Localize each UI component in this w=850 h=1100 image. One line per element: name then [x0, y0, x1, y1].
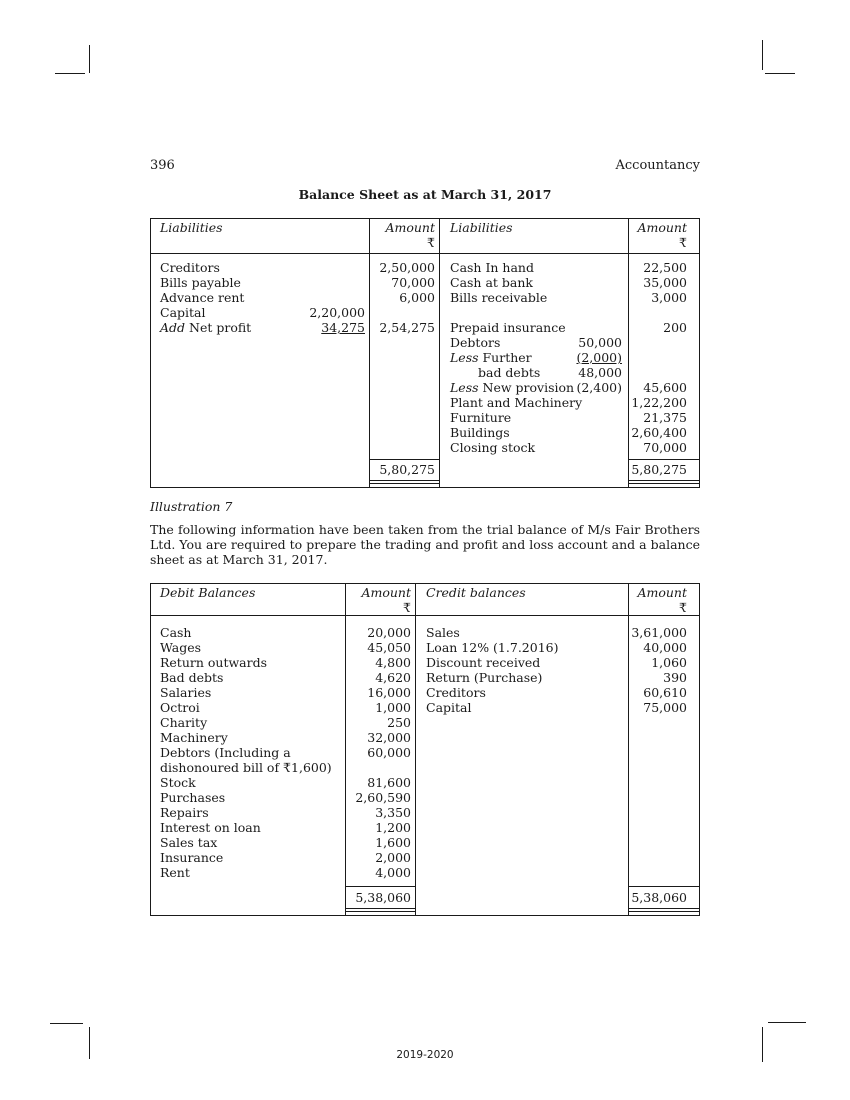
row-label: Machinery	[160, 730, 228, 745]
crop-mark-top-left-h	[55, 73, 85, 74]
row-amount: 4,620	[375, 670, 411, 685]
crop-mark-bottom-left-h	[50, 1023, 83, 1024]
rupee-symbol: ₹	[679, 600, 687, 615]
row-label: Repairs	[160, 805, 209, 820]
row-amount: 390	[663, 670, 687, 685]
total-rule	[345, 886, 416, 887]
row-amount: 45,050	[367, 640, 411, 655]
row-label	[160, 275, 241, 290]
row-amount: 16,000	[367, 685, 411, 700]
total-rule	[369, 459, 440, 460]
row-label: Return outwards	[160, 655, 268, 670]
row-amount: 45,600	[643, 380, 687, 395]
total-rule	[628, 911, 700, 912]
total-rule	[345, 911, 416, 912]
row-amount: 3,61,000	[631, 625, 687, 640]
row-subamount: 50,000	[578, 335, 622, 350]
row-label-text: Furniture	[450, 410, 512, 425]
row-label: Sales	[426, 625, 460, 640]
row-amount: 2,000	[375, 850, 411, 865]
total-rule	[628, 908, 700, 909]
row-label: Stock	[160, 775, 196, 790]
row-amount: 32,000	[367, 730, 411, 745]
footer-year: 2019-2020	[396, 1049, 454, 1061]
total-credit: 5,38,060	[631, 890, 687, 905]
row-label-text: Cash at bank	[450, 275, 533, 290]
row-amount: 6,000	[399, 290, 435, 305]
running-header-subject: Accountancy	[615, 158, 700, 173]
row-label-text: Bills payable	[160, 275, 241, 290]
row-label	[450, 275, 533, 290]
row-amount: 20,000	[367, 625, 411, 640]
row-label	[450, 290, 547, 305]
row-label: Debtors (Including a	[160, 745, 291, 760]
row-label: Return (Purchase)	[426, 670, 543, 685]
row-label: Cash	[160, 625, 192, 640]
header-liabilities: Liabilities	[160, 220, 223, 235]
header-divider	[150, 253, 700, 254]
row-amount: 250	[387, 715, 411, 730]
row-amount: 21,375	[643, 410, 687, 425]
row-label	[160, 305, 206, 320]
row-amount: 1,060	[651, 655, 687, 670]
rupee-symbol: ₹	[427, 235, 435, 250]
total-rule	[628, 480, 700, 481]
row-amount: 60,000	[367, 745, 411, 760]
column-divider	[415, 583, 416, 915]
header-credit-balances: Credit balances	[426, 585, 526, 600]
total-rule	[628, 459, 700, 460]
header-debit-balances: Debit Balances	[160, 585, 256, 600]
row-label: Capital	[426, 700, 472, 715]
column-divider	[439, 218, 440, 487]
row-amount: 60,610	[643, 685, 687, 700]
row-label-text: Creditors	[160, 260, 220, 275]
row-label: Interest on loan	[160, 820, 261, 835]
row-subamount: 2,20,000	[309, 305, 365, 320]
row-label	[450, 410, 511, 425]
crop-mark-top-right-h	[765, 73, 795, 74]
row-amount: 3,000	[651, 290, 687, 305]
row-amount: 2,60,590	[355, 790, 411, 805]
total-rule	[345, 908, 416, 909]
row-label	[450, 350, 532, 365]
row-label: Rent	[160, 865, 190, 880]
row-amount: 81,600	[367, 775, 411, 790]
row-subamount: (2,000)	[576, 350, 622, 365]
row-amount: 4,000	[375, 865, 411, 880]
row-amount: 1,200	[375, 820, 411, 835]
row-amount: 2,60,400	[631, 425, 687, 440]
row-label: Charity	[160, 715, 208, 730]
row-label	[450, 320, 566, 335]
row-label-text: Debtors	[450, 335, 501, 350]
header-amount: Amount	[637, 585, 687, 600]
row-amount: 1,22,200	[631, 395, 687, 410]
row-label	[160, 320, 251, 335]
row-label-text: Closing stock	[450, 440, 536, 455]
page-number: 396	[150, 158, 175, 173]
row-amount: 2,50,000	[379, 260, 435, 275]
column-divider	[628, 583, 629, 915]
row-label-text: New provision	[478, 380, 575, 395]
row-label	[160, 290, 244, 305]
row-amount: 70,000	[643, 440, 687, 455]
illustration-text: The following information have been taken from the trial balance of M/s Fair Brothers Ltd. You are required to prepare the trading and profit and loss account and a balance sheet as at March 31, 2017.	[150, 522, 700, 567]
row-label: Insurance	[160, 850, 224, 865]
row-label: Salaries	[160, 685, 212, 700]
row-amount: 22,500	[643, 260, 687, 275]
row-label-text: bad debts	[478, 365, 541, 380]
row-label-text: Cash In hand	[450, 260, 534, 275]
row-label-text: Prepaid insurance	[450, 320, 566, 335]
rupee-symbol: ₹	[679, 235, 687, 250]
total-liabilities: 5,80,275	[379, 462, 435, 477]
row-amount: 75,000	[643, 700, 687, 715]
row-amount: 35,000	[643, 275, 687, 290]
row-amount: 40,000	[643, 640, 687, 655]
row-label	[478, 365, 540, 380]
row-label: Bad debts	[160, 670, 224, 685]
column-divider	[345, 583, 346, 915]
row-label	[450, 425, 510, 440]
row-label: dishonoured bill of ₹1,600)	[160, 760, 332, 775]
crop-mark-bottom-right-h	[768, 1022, 806, 1023]
row-label	[450, 335, 500, 350]
row-label-text: Buildings	[450, 425, 510, 440]
row-label: Sales tax	[160, 835, 218, 850]
row-label	[450, 395, 582, 410]
illustration-label: Illustration 7	[150, 499, 233, 514]
row-label: Discount received	[426, 655, 541, 670]
row-label: Wages	[160, 640, 202, 655]
row-label-prefix: Less	[450, 350, 479, 365]
row-label	[450, 380, 574, 395]
column-divider	[628, 218, 629, 487]
header-amount: Amount	[385, 220, 435, 235]
total-assets: 5,80,275	[631, 462, 687, 477]
row-label: Purchases	[160, 790, 226, 805]
row-label: Octroi	[160, 700, 200, 715]
balance-sheet-title: Balance Sheet as at March 31, 2017	[298, 187, 552, 202]
row-label	[450, 260, 534, 275]
row-amount: 3,350	[375, 805, 411, 820]
row-label	[450, 440, 535, 455]
row-label-text: Further	[478, 350, 532, 365]
row-subamount: 34,275	[321, 320, 365, 335]
row-label	[160, 260, 220, 275]
row-label-prefix: Add	[160, 320, 186, 335]
crop-mark-top-left-v	[89, 45, 90, 73]
row-label-text: Plant and Machinery	[450, 395, 583, 410]
crop-mark-top-right-v	[762, 40, 763, 70]
column-divider	[369, 218, 370, 487]
row-label-prefix: Less	[450, 380, 479, 395]
total-rule	[369, 480, 440, 481]
header-divider	[150, 615, 700, 616]
row-amount: 2,54,275	[379, 320, 435, 335]
row-label: Loan 12% (1.7.2016)	[426, 640, 559, 655]
total-rule	[628, 886, 700, 887]
total-rule	[628, 483, 700, 484]
row-subamount: 48,000	[578, 365, 622, 380]
row-label-text: Bills receivable	[450, 290, 548, 305]
total-debit: 5,38,060	[355, 890, 411, 905]
row-amount: 1,600	[375, 835, 411, 850]
row-label-text: Net profit	[185, 320, 252, 335]
header-amount: Amount	[361, 585, 411, 600]
row-amount: 70,000	[391, 275, 435, 290]
row-subamount: (2,400)	[576, 380, 622, 395]
total-rule	[369, 483, 440, 484]
header-amount: Amount	[637, 220, 687, 235]
header-liabilities: Liabilities	[450, 220, 513, 235]
row-amount: 200	[663, 320, 687, 335]
row-amount: 1,000	[375, 700, 411, 715]
row-label: Creditors	[426, 685, 486, 700]
row-label-text: Capital	[160, 305, 206, 320]
rupee-symbol: ₹	[403, 600, 411, 615]
row-amount: 4,800	[375, 655, 411, 670]
row-label-text: Advance rent	[160, 290, 245, 305]
